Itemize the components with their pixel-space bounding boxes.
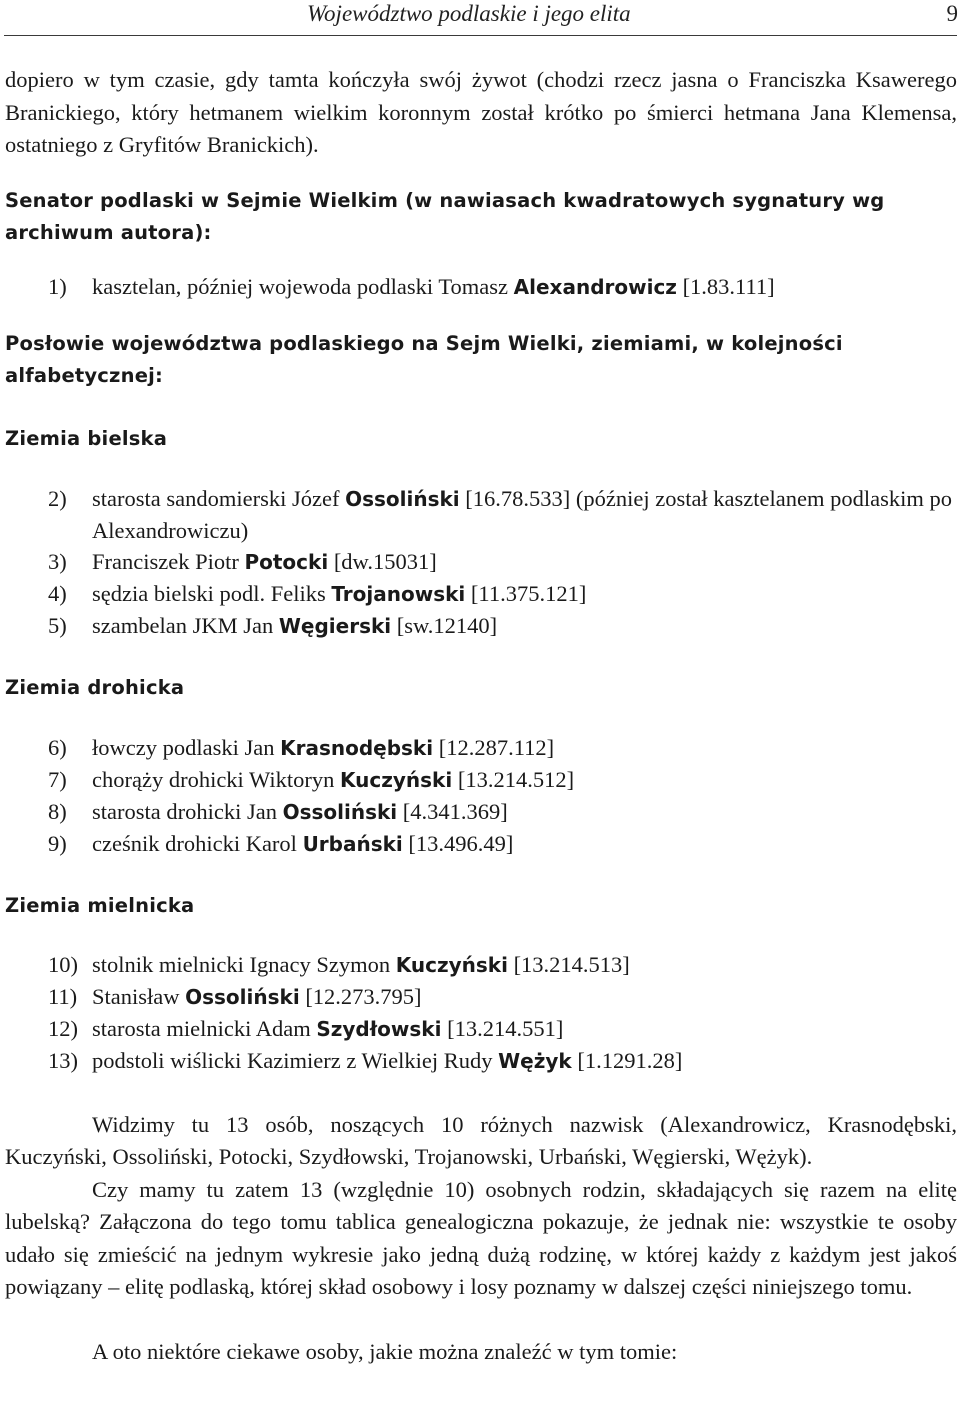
list-item xyxy=(5,981,957,1013)
item-ref: [4.341.369] xyxy=(397,798,508,824)
item-text xyxy=(92,949,957,981)
item-ref: [16.78.533] (później został kasztelanem podlaskim po Alexandrowiczu) xyxy=(92,485,952,543)
item-desc: sędzia bielski podl. Feliks xyxy=(92,580,332,606)
list-drohicka xyxy=(5,732,957,860)
list-bielska xyxy=(5,483,957,642)
item-number: 7) xyxy=(48,766,67,792)
land-heading-mielnicka: Ziemia mielnicka xyxy=(5,893,195,917)
list-item xyxy=(5,1045,957,1077)
page-content xyxy=(5,64,957,1368)
senator-heading: Senator podlaski w Sejmie Wielkim (w nawiasach kwadratowych sygnatury wg archiwum autora): xyxy=(5,188,885,244)
list-item xyxy=(5,732,957,764)
item-number: 3) xyxy=(48,548,67,574)
list-item xyxy=(5,483,957,546)
item-desc: łowczy podlaski Jan xyxy=(92,734,281,760)
running-title: Województwo podlaskie i jego elita xyxy=(307,1,631,26)
item-number: 10) xyxy=(48,951,78,977)
item-ref: [13.214.513] xyxy=(507,951,630,977)
item-text xyxy=(92,546,957,578)
list-item xyxy=(5,796,957,828)
item-surname: Węgierski xyxy=(278,613,392,638)
item-surname: Krasnodębski xyxy=(280,735,434,760)
list-item xyxy=(5,764,957,796)
item-text xyxy=(92,271,957,303)
item-desc: podstoli wiślicki Kazimierz z Wielkiej Rudy xyxy=(92,1047,499,1073)
item-ref: [13.214.512] xyxy=(452,766,575,792)
item-ref: [11.375.121] xyxy=(465,580,587,606)
item-text xyxy=(92,610,957,642)
item-desc: stolnik mielnicki Ignacy Szymon xyxy=(92,951,396,977)
list-item xyxy=(5,828,957,860)
item-surname: Kuczyński xyxy=(395,952,508,977)
land-heading-bielska: Ziemia bielska xyxy=(5,426,168,450)
item-desc: starosta drohicki Jan xyxy=(92,798,283,824)
item-text xyxy=(92,1013,957,1045)
item-number: 1) xyxy=(48,273,67,299)
item-surname: Urbański xyxy=(302,831,403,856)
item-ref: [1.83.111] xyxy=(676,273,775,299)
summary-paragraph-2: Czy mamy tu zatem 13 (względnie 10) osobnych rodzin, składających się razem na elitę lubelską? Załączona do tego tomu tablica genealogiczna pokazuje, że jednak nie: wszystkie te osoby udało się zmieścić na jednym wykresie jako jedną dużą rodzinę, w której każdy z każdym jest jakoś powiązany – elitę podlaską, której skład osobowy i losy poznamy w dalszej części niniejszego tomu. xyxy=(5,1176,957,1299)
item-text xyxy=(92,981,957,1013)
list-item xyxy=(5,578,957,610)
item-desc: cześnik drohicki Karol xyxy=(92,830,303,856)
header-rule xyxy=(4,35,957,36)
closing-line: A oto niektóre ciekawe osoby, jakie można znaleźć w tym tomie: xyxy=(92,1338,678,1364)
item-surname: Trojanowski xyxy=(331,581,466,606)
item-desc: Stanisław xyxy=(92,983,186,1009)
item-surname: Ossoliński xyxy=(282,799,398,824)
item-number: 11) xyxy=(48,983,78,1009)
item-text xyxy=(92,796,957,828)
item-ref: [13.496.49] xyxy=(402,830,514,856)
intro-paragraph: dopiero w tym czasie, gdy tamta kończyła swój żywot (chodzi rzecz jasna o Franciszka Ksawerego Branickiego, który hetmanem wielkim koronnym został krótko po śmierci hetmana Jana Klemensa, ostatniego z Gryfitów Branickich). xyxy=(5,67,957,157)
item-number: 4) xyxy=(48,580,67,606)
list-mielnicka xyxy=(5,949,957,1077)
page-number: 9 xyxy=(946,1,958,26)
item-desc: starosta sandomierski Józef xyxy=(92,485,346,511)
list-item xyxy=(5,546,957,578)
item-number: 13) xyxy=(48,1047,78,1073)
summary-paragraph-1: Widzimy tu 13 osób, noszących 10 różnych nazwisk (Alexandrowicz, Krasnodębski, Kuczyński, Ossoliński, Potocki, Szydłowski, Trojanowski, Urbański, Węgierski, Wężyk). xyxy=(5,1111,957,1169)
list-item xyxy=(5,610,957,642)
item-ref: [12.287.112] xyxy=(433,734,555,760)
item-ref: [sw.12140] xyxy=(391,612,498,638)
item-surname: Ossoliński xyxy=(185,984,300,1009)
item-surname: Potocki xyxy=(244,549,329,574)
item-desc: szambelan JKM Jan xyxy=(92,612,279,638)
item-text xyxy=(92,578,957,610)
item-text xyxy=(92,732,957,764)
item-number: 9) xyxy=(48,830,67,856)
list-item xyxy=(5,271,957,303)
item-text xyxy=(92,828,957,860)
item-ref: [13.214.551] xyxy=(441,1015,564,1041)
item-number: 2) xyxy=(48,485,67,511)
item-ref: [12.273.795] xyxy=(299,983,422,1009)
item-desc: Franciszek Piotr xyxy=(92,548,245,574)
item-desc: chorąży drohicki Wiktoryn xyxy=(92,766,340,792)
item-desc: kasztelan, później wojewoda podlaski Tomasz xyxy=(92,273,514,299)
item-text xyxy=(92,764,957,796)
item-desc: starosta mielnicki Adam xyxy=(92,1015,317,1041)
list-item xyxy=(5,1013,957,1045)
item-number: 8) xyxy=(48,798,67,824)
item-text xyxy=(92,483,957,546)
item-surname: Ossoliński xyxy=(345,486,460,511)
land-heading-drohicka: Ziemia drohicka xyxy=(5,675,185,699)
item-surname: Kuczyński xyxy=(339,767,453,792)
item-ref: [dw.15031] xyxy=(328,548,437,574)
item-surname: Alexandrowicz xyxy=(513,274,677,299)
item-text xyxy=(92,1045,957,1077)
deputies-heading: Posłowie województwa podlaskiego na Sejm Wielki, ziemiami, w kolejności alfabetycznej: xyxy=(5,331,843,387)
item-number: 5) xyxy=(48,612,67,638)
item-number: 12) xyxy=(48,1015,78,1041)
list-item xyxy=(5,949,957,981)
item-number: 6) xyxy=(48,734,67,760)
page-header xyxy=(0,0,960,36)
item-ref: [1.1291.28] xyxy=(571,1047,683,1073)
item-surname: Szydłowski xyxy=(316,1016,442,1041)
item-surname: Wężyk xyxy=(498,1048,572,1073)
senator-list xyxy=(5,271,957,303)
